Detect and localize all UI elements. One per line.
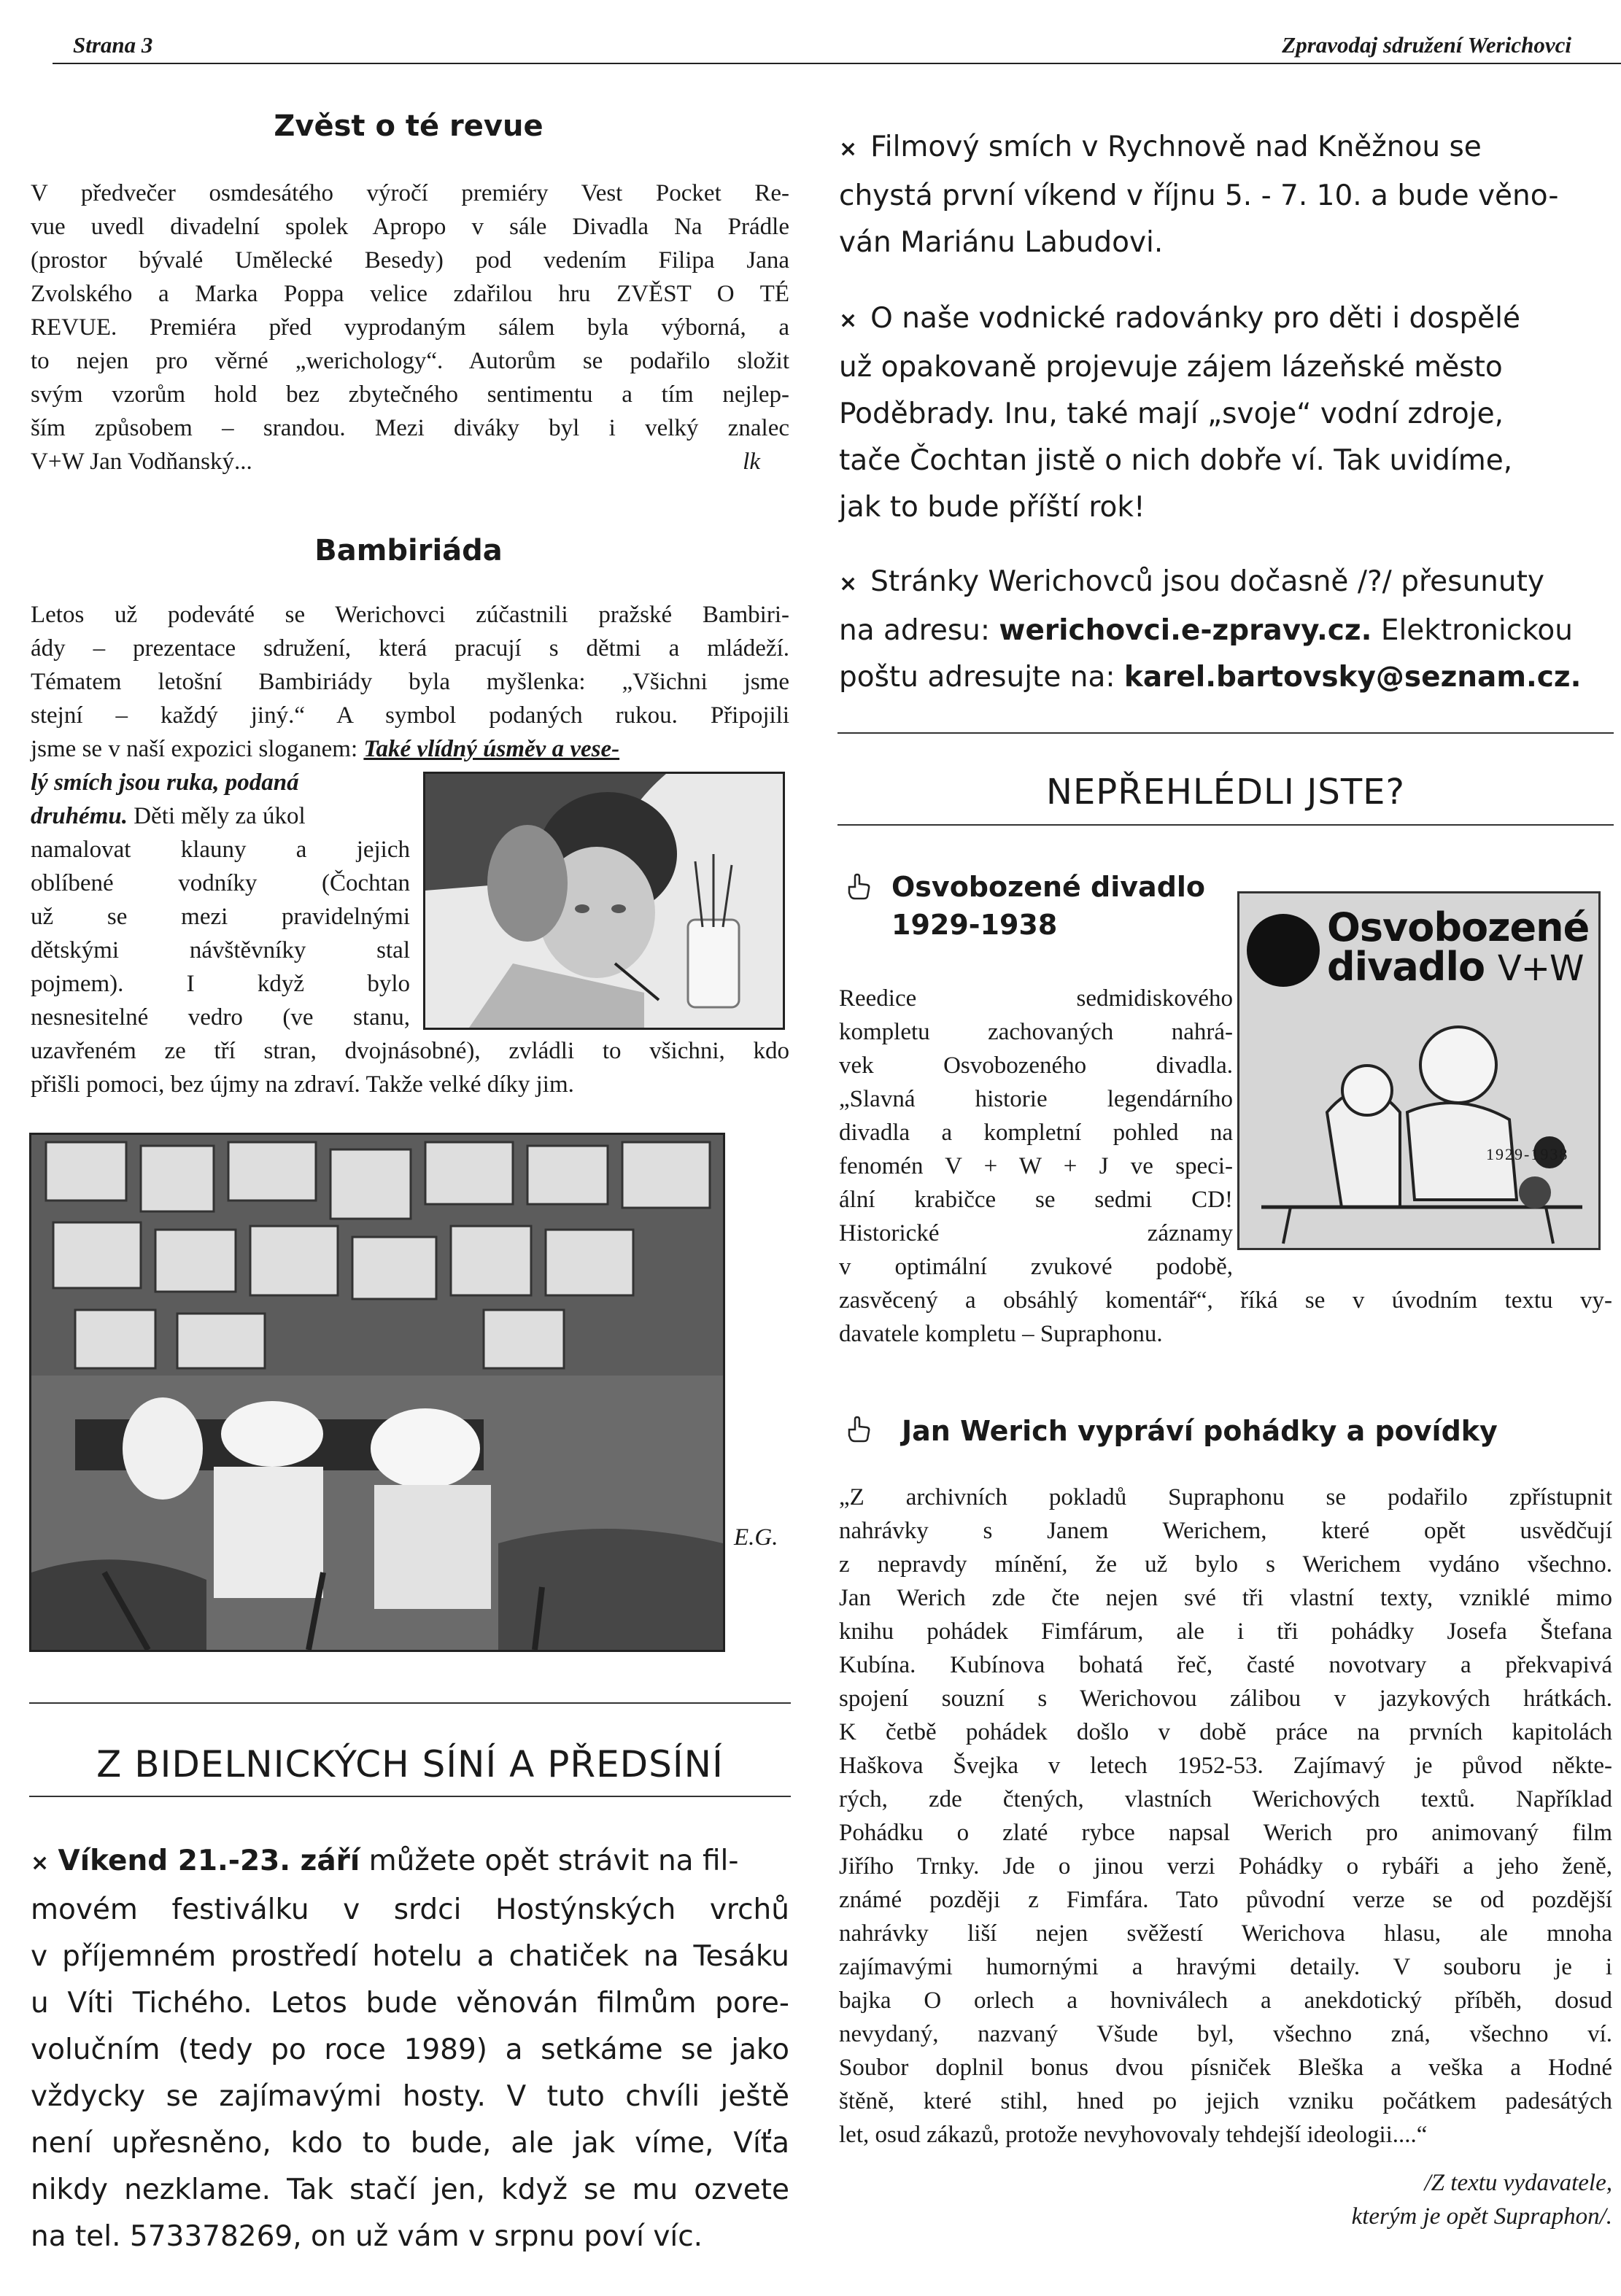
bambiriada-heading: Bambiriáda [314, 534, 503, 567]
osvobozene-line: kompletu zachovaných nahrá- [839, 1019, 1233, 1045]
bambiriada-line: už se mezi pravidelnými [31, 904, 410, 930]
news-item-podebrady [839, 295, 1612, 531]
werich-line: nahrávky s Janem Werichem, které opět usvědčují [839, 1518, 1612, 1544]
osvobozene-line: Reedice sedmidiskového [839, 985, 1233, 1012]
zvest-last-line: V+W Jan Vodňanský... [31, 449, 252, 475]
zvest-line: V předvečer osmdesátého výročí premiéry Vest Pocket Re- [31, 180, 789, 206]
zvest-line: vue uvedl divadelní spolek Apropo v sále Divadla Na Prádle [31, 214, 789, 240]
header-rule [53, 63, 1621, 64]
werich-article [839, 1481, 1612, 2233]
news-bullet-1: × [839, 136, 858, 162]
osvobozene-article [839, 982, 1612, 1351]
bambiriada-line: namalovat klauny a jejich [31, 837, 410, 863]
bidelnicke-bullet: × [31, 1850, 50, 1876]
news-item-rychnov [839, 124, 1612, 266]
bambiriada-line: pojmem). I když bylo [31, 971, 410, 997]
bidelnicke-first-line: můžete opět strávit na fil- [360, 1845, 739, 1877]
news-list [839, 124, 1612, 701]
website-link[interactable]: werichovci.e-zpravy.cz. [999, 614, 1372, 647]
bambiriada-after-slogan: Děti měly za úkol [127, 803, 306, 829]
werich-line: Jan Werich zde čte nejen své tři vlastní texty, vzniklé mimo [839, 1585, 1612, 1611]
bidelnicke-line: není upřesněno, kdo to bude, ale jak víme, Víťa [31, 2127, 789, 2160]
news-item3-text: Elektronickou [1372, 614, 1573, 647]
werich-line: rých, zde čtených, vlastních Werichových textů. Například [839, 1786, 1612, 1812]
osvobozene-line: zasvěcený a obsáhlý komentář“, říká se v úvodním textu vy- [839, 1287, 1612, 1314]
cd-title-line: Osvobozené [1327, 904, 1590, 950]
werich-line: „Z archivních pokladů Supraphonu se podařilo zpřístupnit [839, 1484, 1612, 1510]
werich-signature-line: kterým je opět Supraphon/. [1351, 2203, 1612, 2230]
werich-line: nevydaný, nazvaný Všude byl, všechno zná, všechno ví. [839, 2021, 1612, 2047]
neprehledli-heading: NEPŘEHLÉDLI JSTE? [1046, 772, 1405, 812]
zvest-article [31, 177, 789, 478]
werich-signature-line: /Z textu vydavatele, [1424, 2170, 1612, 2196]
osvobozene-line: „Slavná historie legendárního [839, 1086, 1233, 1112]
werich-line: Soubor doplnil bonus dvou písniček Bleška a veška a Hodné [839, 2055, 1612, 2081]
news-item3-line: Stránky Werichovců jsou dočasně /?/ přesunuty [870, 565, 1544, 598]
bambiriada-line: Tématem letošní Bambiriády byla myšlenka: „Všichni jsme [31, 669, 789, 695]
osvobozene-line: ální krabičce se sedmi CD! [839, 1187, 1233, 1213]
bambiriada-line: přišli pomoci, bez újmy na zdraví. Takže velké díky jim. [31, 1071, 574, 1098]
osvobozene-line: Historické záznamy [839, 1220, 1233, 1246]
exhibition-illustration [31, 1135, 723, 1650]
bambiriada-line: uzavřeném ze tří stran, dvojnásobné), zvládli to všichni, kdo [31, 1038, 789, 1064]
zvest-line: ším způsobem – srandou. Mezi diváky byl i velký znalec [31, 415, 789, 441]
news-bullet-2: × [839, 308, 858, 333]
news-item2-line: jak to bude příští rok! [839, 491, 1145, 524]
news-item-web [839, 559, 1612, 701]
bambiriada-line: stejní – každý jiný.“ A symbol podaných rukou. Připojili [31, 702, 789, 729]
werich-line: Haškova Švejka v letech 1952-53. Zajímavý je původ někte- [839, 1753, 1612, 1779]
news-item2-line: Poděbrady. Inu, také mají „svoje“ vodní zdroje, [839, 397, 1504, 430]
osvobozene-title [891, 868, 1205, 944]
news-item1-line: ván Mariánu Labudovi. [839, 226, 1164, 259]
bambiriada-line: nesnesitelné vedro (ve stanu, [31, 1004, 410, 1031]
zvest-signature: lk [743, 449, 760, 475]
news-item2-line: tače Čochtan jistě o nich dobře ví. Tak uvidíme, [839, 444, 1513, 477]
news-item2-line: O naše vodnické radovánky pro děti i dospělé [870, 302, 1520, 335]
werich-line: knihu pohádek Fimfárum, ale i tři pohádky Josefa Štefana [839, 1618, 1612, 1645]
werich-signature [839, 2166, 1612, 2233]
osvobozene-line: davatele kompletu – Supraphonu. [839, 1321, 1163, 1347]
children-painting-illustration [425, 774, 783, 1028]
hand-pointer-icon [845, 1415, 873, 1446]
osvobozene-line: fenomén V + W + J ve speci- [839, 1153, 1233, 1179]
news-bullet-3: × [839, 571, 858, 597]
bidelnicke-lead: Víkend 21.-23. září [58, 1845, 360, 1877]
werich-line: Jiřího Trnky. Jde o jinou verzi Pohádky o rybáři a jeho ženě, [839, 1853, 1612, 1880]
werich-line: spojení souzní s Werichovou zálibou v jazykových hrátkách. [839, 1686, 1612, 1712]
hand-pointer-icon [845, 872, 873, 904]
news-item2-line: už opakovaně projevuje zájem lázeňské město [839, 351, 1503, 384]
werich-line: bajka O orlech a hovniválech a anekdotický příběh, dosud [839, 1987, 1612, 2014]
section-rule-bottom [29, 1796, 791, 1797]
bambiriada-slogan-2: lý smích jsou ruka, podaná [31, 769, 299, 796]
bidelnicke-line: v příjemném prostředí hotelu a chatiček na Tesáku [31, 1940, 789, 1973]
werich-line: zajímavými humornými a hravými detaily. V souboru je i [839, 1954, 1612, 1980]
bambiriada-slogan-3: druhému. [31, 803, 128, 829]
osvobozene-title-line: Osvobozené divadlo [891, 871, 1206, 903]
page-number: Strana 3 [73, 32, 153, 58]
werich-line: nahrávky liší nejen svěžestí Werichova hlasu, ale mnoha [839, 1920, 1612, 1947]
bambiriada-line: dětskými návštěvníky stal [31, 937, 410, 963]
bidelnicke-line: na tel. 573378269, on už vám v srpnu poví víc. [31, 2220, 703, 2253]
werich-line: let, osud zákazů, protože nevyhovovaly tehdejší ideologii....“ [839, 2122, 1428, 2148]
photo-credit: E.G. [734, 1524, 778, 1551]
email-link[interactable]: karel.bartovsky@seznam.cz. [1123, 661, 1582, 694]
zvest-line: Zvolského a Marka Poppa velice zdařilou hru ZVĚST O TÉ [31, 281, 789, 307]
bambiriada-line: ády – prezentace sdružení, která pracují s dětmi a mládeží. [31, 635, 789, 662]
bambiriada-slogan-intro: jsme se v naší expozici sloganem: [31, 736, 364, 762]
bidelnicke-line: vždycky se zajímavými hosty. V tuto chvíli ještě [31, 2080, 789, 2113]
zvest-line: (prostor bývalé Umělecké Besedy) pod vedením Filipa Jana [31, 247, 789, 274]
bidelnicke-line: volučním (tedy po roce 1989) a setkáme se jako [31, 2033, 789, 2066]
cd-years: 1929-1938 [1486, 1145, 1569, 1163]
osvobozene-years: 1929-1938 [891, 909, 1058, 941]
osvobozene-line: divadla a kompletní pohled na [839, 1120, 1233, 1146]
bidelnicke-article [31, 1838, 789, 2260]
bidelnicke-line: nikdy nezklame. Tak stačí jen, když se mu ozvete [31, 2173, 789, 2206]
section-rule-top [29, 1702, 791, 1704]
werich-line: známé později z Fimfára. Tato původní verze se od pozdější [839, 1887, 1612, 1913]
cd-title-vw: V+W [1497, 948, 1584, 989]
bambiriada-line: oblíbené vodníky (Čochtan [31, 870, 410, 896]
exhibition-photo [29, 1133, 725, 1652]
bambiriada-slogan-1: Také vlídný úsměv a vese- [363, 736, 620, 762]
zvest-line: to nejen pro věrné „werichology“. Autorům se podařilo složit [31, 348, 789, 374]
werich-line: K četbě pohádek došlo v době práce na prvních kapitolách [839, 1719, 1612, 1745]
bidelnicke-line: movém festiválku v srdci Hostýnských vrchů [31, 1893, 789, 1926]
publication-title: Zpravodaj sdružení Werichovci [1282, 32, 1571, 58]
osvobozene-line: v optimální zvukové podobě, [839, 1254, 1233, 1280]
news-item3-text: poštu adresujte na: [839, 661, 1124, 694]
werich-line: Pohádku o zlaté rybce napsal Werich pro animovaný film [839, 1820, 1612, 1846]
werich-title: Jan Werich vypráví pohádky a povídky [902, 1415, 1498, 1447]
zvest-line: REVUE. Premiéra před vyprodaným sálem byla výborná, a [31, 314, 789, 341]
osvobozene-line: vek Osvobozeného divadla. [839, 1052, 1233, 1079]
news-item1-line: chystá první víkend v říjnu 5. - 7. 10. a bude věno- [839, 179, 1559, 212]
werich-line: z nepravdy mínění, že už bylo s Werichem vydáno všechno. [839, 1551, 1612, 1578]
zvest-line: svým vzorům hold bez zbytečného sentimentu a tím nejlep- [31, 381, 789, 408]
cd-title-line: divadlo [1327, 944, 1485, 990]
children-painting-photo [423, 772, 785, 1030]
right-rule-bottom [837, 824, 1614, 826]
news-item3-text: na adresu: [839, 614, 999, 647]
bidelnicke-line: u Víti Tichého. Letos bude věnován filmům pore- [31, 1987, 789, 2020]
werich-line: Kubína. Kubínova bohatá řeč, časté novotvary a překvapivá [839, 1652, 1612, 1678]
cd-cover-title [1327, 904, 1590, 990]
bidelnicke-heading: Z BIDELNICKÝCH SÍNÍ A PŘEDSÍNÍ [96, 1743, 724, 1785]
bambiriada-line: Letos už podeváté se Werichovci zúčastnili pražské Bambiri- [31, 602, 789, 628]
zvest-heading: Zvěst o té revue [274, 109, 543, 143]
news-item1-line: Filmový smích v Rychnově nad Kněžnou se [870, 131, 1482, 163]
werich-line: štěně, které stihl, hned po jejich vzniku počátkem padesátých [839, 2088, 1612, 2114]
right-rule-top [837, 732, 1614, 734]
